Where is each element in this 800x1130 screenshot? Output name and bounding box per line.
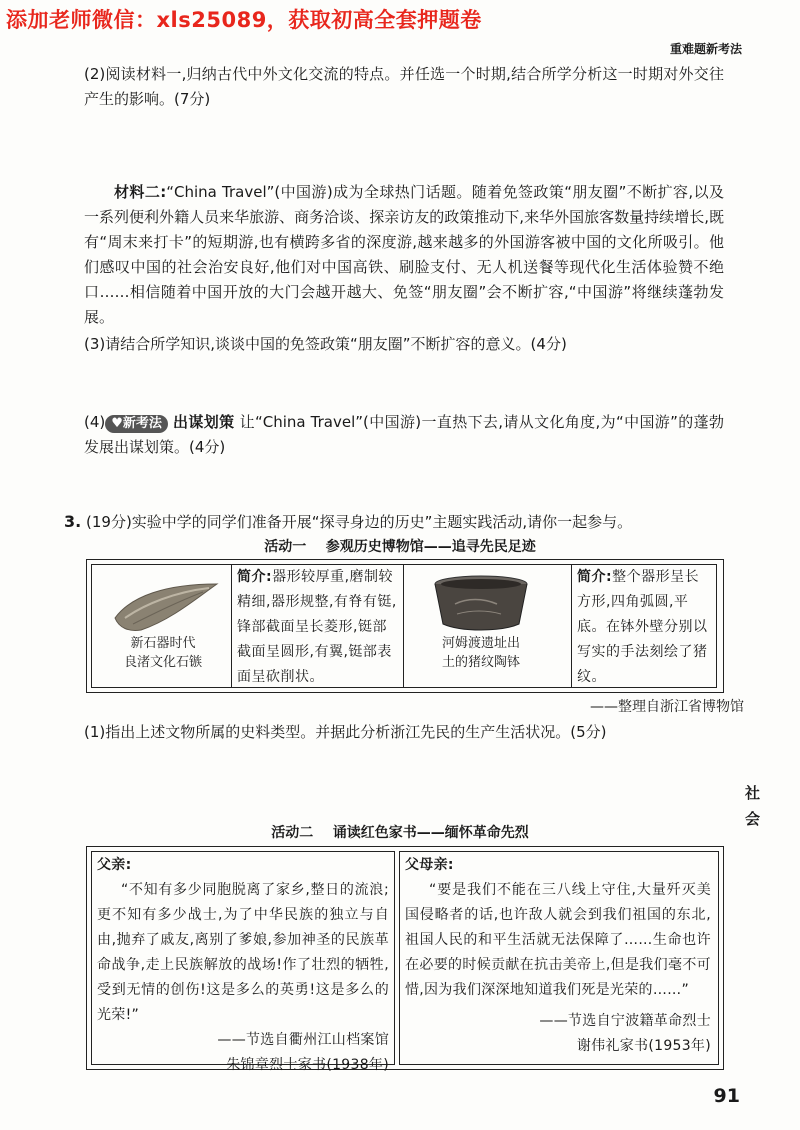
question-2-4-number: (4): [84, 413, 106, 431]
question-2-4-keyword: 出谋划策: [173, 413, 235, 431]
header-tag: 重难题新考法: [669, 42, 742, 56]
material-2-label: 材料二:: [114, 183, 167, 201]
material-2: [84, 180, 724, 330]
pottery-bowl-image: [431, 574, 531, 634]
side-label-2: 会: [744, 810, 760, 828]
stone-arrowhead-caption-line-1: 新石器时代: [130, 636, 196, 651]
question-2-4-text: 让“China Travel”(中国游)一直热下去,请从文化角度,为“中国游”的蓬勃发展出谋划策。(4分): [84, 413, 724, 456]
letter-right-source-2: 谢伟礼家书(1953年): [576, 1038, 711, 1054]
divider: [571, 564, 572, 688]
activity-1-title: 活动一 参观历史博物馆——追寻先民足迹: [264, 539, 536, 555]
divider: [231, 564, 232, 688]
material-2-body: “China Travel”(中国游)成为全球热门话题。随着免签政策“朋友圈”不断扩容,以及一系列便利外籍人员来华旅游、商务洽谈、探亲访友的政策推动下,来华外国旅客数量持续增长,既有“周末来打卡”的短期游,也有横跨多省的深度游,越来越多的外国游客被中国的文化所吸引。他们感叹中国的社会治安良好,他们对中国高铁、刷脸支付、无人机送餐等现代化生活体验赞不绝口……相信随着中国开放的大门会越开越大、免签“朋友圈”会不断扩容,“中国游”将继续蓬勃发展。: [84, 183, 725, 326]
letter-right: [405, 853, 711, 1059]
activity-2-box: [86, 846, 724, 1073]
stone-arrowhead-desc-text: 器形较厚重,磨制较精细,器形规整,有脊有铤,锋部截面呈长菱形,铤部截面呈圆形,有翼,铤部表面呈砍削状。: [237, 569, 397, 685]
question-3-number: 3.: [64, 512, 82, 531]
activity-1-box: [86, 559, 724, 693]
letter-left: [97, 853, 389, 1078]
question-2-3: (3)请结合所学知识,谈谈中国的免签政策“朋友圈”不断扩容的意义。(4分): [84, 335, 567, 353]
pottery-bowl-description: [577, 565, 713, 690]
divider: [403, 564, 404, 688]
letter-left-heading: 父亲:: [97, 857, 132, 873]
stone-arrowhead-image: [111, 578, 221, 634]
page-number: 91: [713, 1085, 740, 1107]
letter-right-source-1: ——节选自宁波籍革命烈士: [539, 1013, 711, 1029]
intro-label: 简介:: [237, 569, 273, 585]
new-method-badge: [105, 415, 168, 433]
letter-right-heading: 父母亲:: [405, 857, 454, 873]
pottery-bowl-desc-text: 整个器形呈长方形,四角弧圆,平底。在钵外壁分别以写实的手法刻绘了猪纹。: [577, 569, 708, 685]
question-3-intro: [64, 510, 744, 534]
intro-label: 简介:: [577, 569, 613, 585]
pottery-bowl-caption-line-2: 土的猪纹陶钵: [441, 655, 520, 670]
heart-icon: ♥: [111, 416, 123, 431]
letter-left-body: “不知有多少同胞脱离了家乡,整日的流浪;更不知有多少战士,为了中华民族的独立与自由,抛弃了戚友,离别了爹娘,参加神圣的民族革命战争,走上民族解放的战场!作了壮烈的牺牲,受到无情的创伤!这是多么的英勇!这是多么的光荣!”: [97, 882, 389, 1023]
pottery-bowl-caption: [411, 634, 551, 672]
stone-arrowhead-caption: [95, 634, 231, 672]
letter-right-body: “要是我们不能在三八线上守住,大量歼灭美国侵略者的话,也许敌人就会到我们祖国的东北,祖国人民的和平生活就无法保障了……生命也许在必要的时候贡献在抗击美帝上,但是我们毫不可惜,因为我们深深地知道我们死是光荣的……”: [405, 882, 711, 998]
letter-left-source-2: 朱锦章烈士家书(1938年): [226, 1057, 389, 1073]
question-3-intro-text: (19分)实验中学的同学们准备开展“探寻身边的历史”主题实践活动,请你一起参与。: [86, 513, 633, 531]
question-2-2: (2)阅读材料一,归纳古代中外文化交流的特点。并任选一个时期,结合所学分析这一时期对外交往产生的影响。(7分): [84, 65, 724, 108]
letter-left-source-1: ——节选自衢州江山档案馆: [217, 1032, 389, 1048]
side-label-1: 社: [744, 784, 760, 802]
watermark-banner: 添加老师微信：xls25089，获取初高全套押题卷: [6, 8, 482, 32]
activity-1-source: ——整理自浙江省博物馆: [590, 699, 744, 715]
question-3-1: (1)指出上述文物所属的史料类型。并据此分析浙江先民的生产生活状况。(5分): [84, 723, 607, 741]
stone-arrowhead-caption-line-2: 良渚文化石镞: [123, 655, 202, 670]
stone-arrowhead-description: [237, 565, 399, 690]
activity-2-title: 活动二 诵读红色家书——缅怀革命先烈: [271, 825, 529, 841]
pottery-bowl-caption-line-1: 河姆渡遗址出: [441, 636, 520, 651]
new-method-label: 新考法: [122, 416, 162, 431]
question-2-4: [84, 410, 724, 460]
